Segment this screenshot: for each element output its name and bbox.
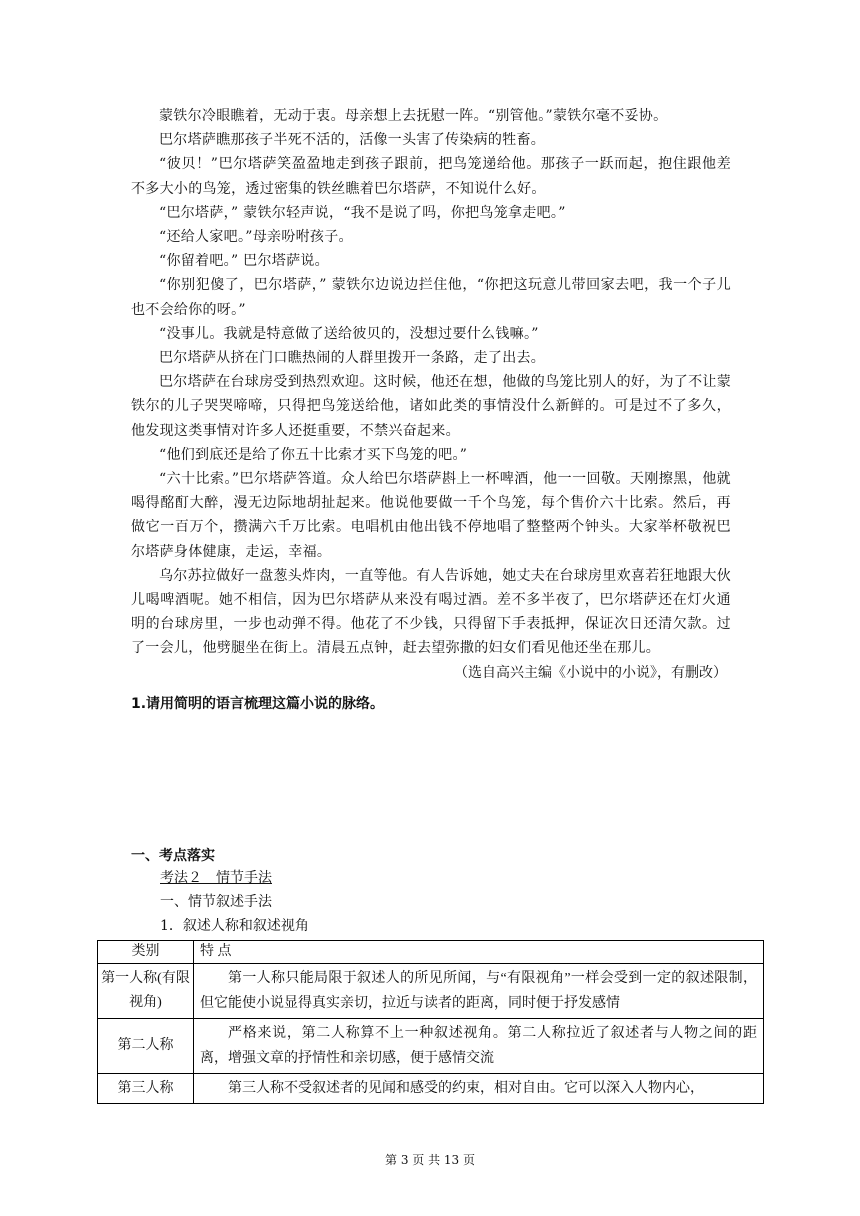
row-category: 第三人称 [98, 1074, 194, 1104]
subheading-narrative-techniques: 一、情节叙述手法 [160, 894, 272, 910]
table-row [98, 1019, 764, 1074]
story-paragraph: “还给人家吧。”母亲吩咐孩子。 [159, 229, 353, 246]
story-paragraph: 巴尔塔萨从挤在门口瞧热闹的人群里拨开一条路，走了出去。 [159, 350, 546, 367]
source-citation: （选自高兴主编《小说中的小说》，有删改） [454, 664, 727, 681]
row-category: 第一人称(有限视角) [98, 964, 194, 1019]
story-paragraph: 巴尔塔萨在台球房受到热烈欢迎。这时候，他还在想，他做的鸟笼比别人的好，为了不让蒙铁尔的儿子哭哭啼啼，只得把鸟笼送给他，诸如此类的事情没什么新鲜的。可是过不了多久，他发现这类事情对许多人还挺重要，不禁兴奋起来。 [131, 374, 731, 439]
story-paragraph: “彼贝！”巴尔塔萨笑盈盈地走到孩子跟前，把鸟笼递给他。那孩子一跃而起，抱住跟他差不多大小的鸟笼，透过密集的铁丝瞧着巴尔塔萨，不知说什么好。 [131, 156, 731, 197]
method-title: 考法２ 情节手法 [160, 870, 272, 886]
narrative-person-table [97, 940, 764, 1104]
table-header-row [98, 941, 764, 964]
page-number: 第 3 页 共 13 页 [385, 1153, 475, 1167]
row-feature: 第三人称不受叙述者的见闻和感受的约束，相对自由。它可以深入人物内心， [194, 1074, 764, 1104]
story-paragraph: “你别犯傻了，巴尔塔萨，” 蒙铁尔边说边拦住他，“你把这玩意儿带回家去吧，我一个子儿也不会给你的呀。” [131, 277, 731, 318]
story-paragraph: 巴尔塔萨瞧那孩子半死不活的，活像一头害了传染病的牲畜。 [159, 132, 546, 149]
table-row [98, 964, 764, 1019]
story-paragraph: “巴尔塔萨，” 蒙铁尔轻声说，“我不是说了吗，你把鸟笼拿走吧。” [159, 204, 566, 221]
section-heading: 一、考点落实 [131, 848, 215, 864]
question-1: 1.请用简明的语言梳理这篇小说的脉络。 [131, 696, 385, 712]
story-paragraph: 蒙铁尔冷眼瞧着，无动于衷。母亲想上去抚慰一阵。“别管他。”蒙铁尔毫不妥协。 [159, 108, 668, 124]
row-category: 第二人称 [98, 1019, 194, 1074]
header-category: 类别 [98, 941, 194, 964]
story-excerpt [131, 104, 731, 685]
story-paragraph: “他们到底还是给了你五十比索才买下鸟笼的吧。” [159, 446, 468, 463]
row-feature: 严格来说，第二人称算不上一种叙述视角。第二人称拉近了叙述者与人物之间的距离，增强文章的抒情性和亲切感，便于感情交流 [194, 1019, 764, 1074]
table-row [98, 1074, 764, 1104]
story-paragraph: “六十比索。”巴尔塔萨答道。众人给巴尔塔萨斟上一杯啤酒，他一一回敬。天刚擦黑，他就喝得酩酊大醉，漫无边际地胡扯起来。他说他要做一千个鸟笼，每个售价六十比索。然后，再做它一百万个，攒满六千万比索。电唱机由他出钱不停地唱了整整两个钟头。大家举杯敬祝巴尔塔萨身体健康，走运，幸福。 [131, 471, 731, 560]
story-paragraph: “没事儿。我就是特意做了送给彼贝的，没想过要什么钱嘛。” [159, 325, 539, 342]
header-feature: 特 点 [194, 941, 764, 964]
story-paragraph: 乌尔苏拉做好一盘葱头炸肉，一直等他。有人告诉她，她丈夫在台球房里欢喜若狂地跟大伙儿喝啤酒呢。她不相信，因为巴尔塔萨从来没有喝过酒。差不多半夜了，巴尔塔萨还在灯火通明的台球房里，一步也动弹不得。他花了不少钱，只得留下手表抵押，保证次日还清欠款。过了一会儿，他劈腿坐在街上。清晨五点钟，赶去望弥撒的妇女们看见他还坐在那儿。 [131, 567, 731, 657]
row-feature: 第一人称只能局限于叙述人的所见所闻，与“有限视角”一样会受到一定的叙述限制，但它能使小说显得真实亲切，拉近与读者的距离，同时便于抒发感情 [194, 964, 764, 1019]
story-paragraph: “你留着吧。” 巴尔塔萨说。 [159, 253, 329, 270]
subheading-narrative-person: 1．叙述人称和叙述视角 [160, 918, 309, 934]
